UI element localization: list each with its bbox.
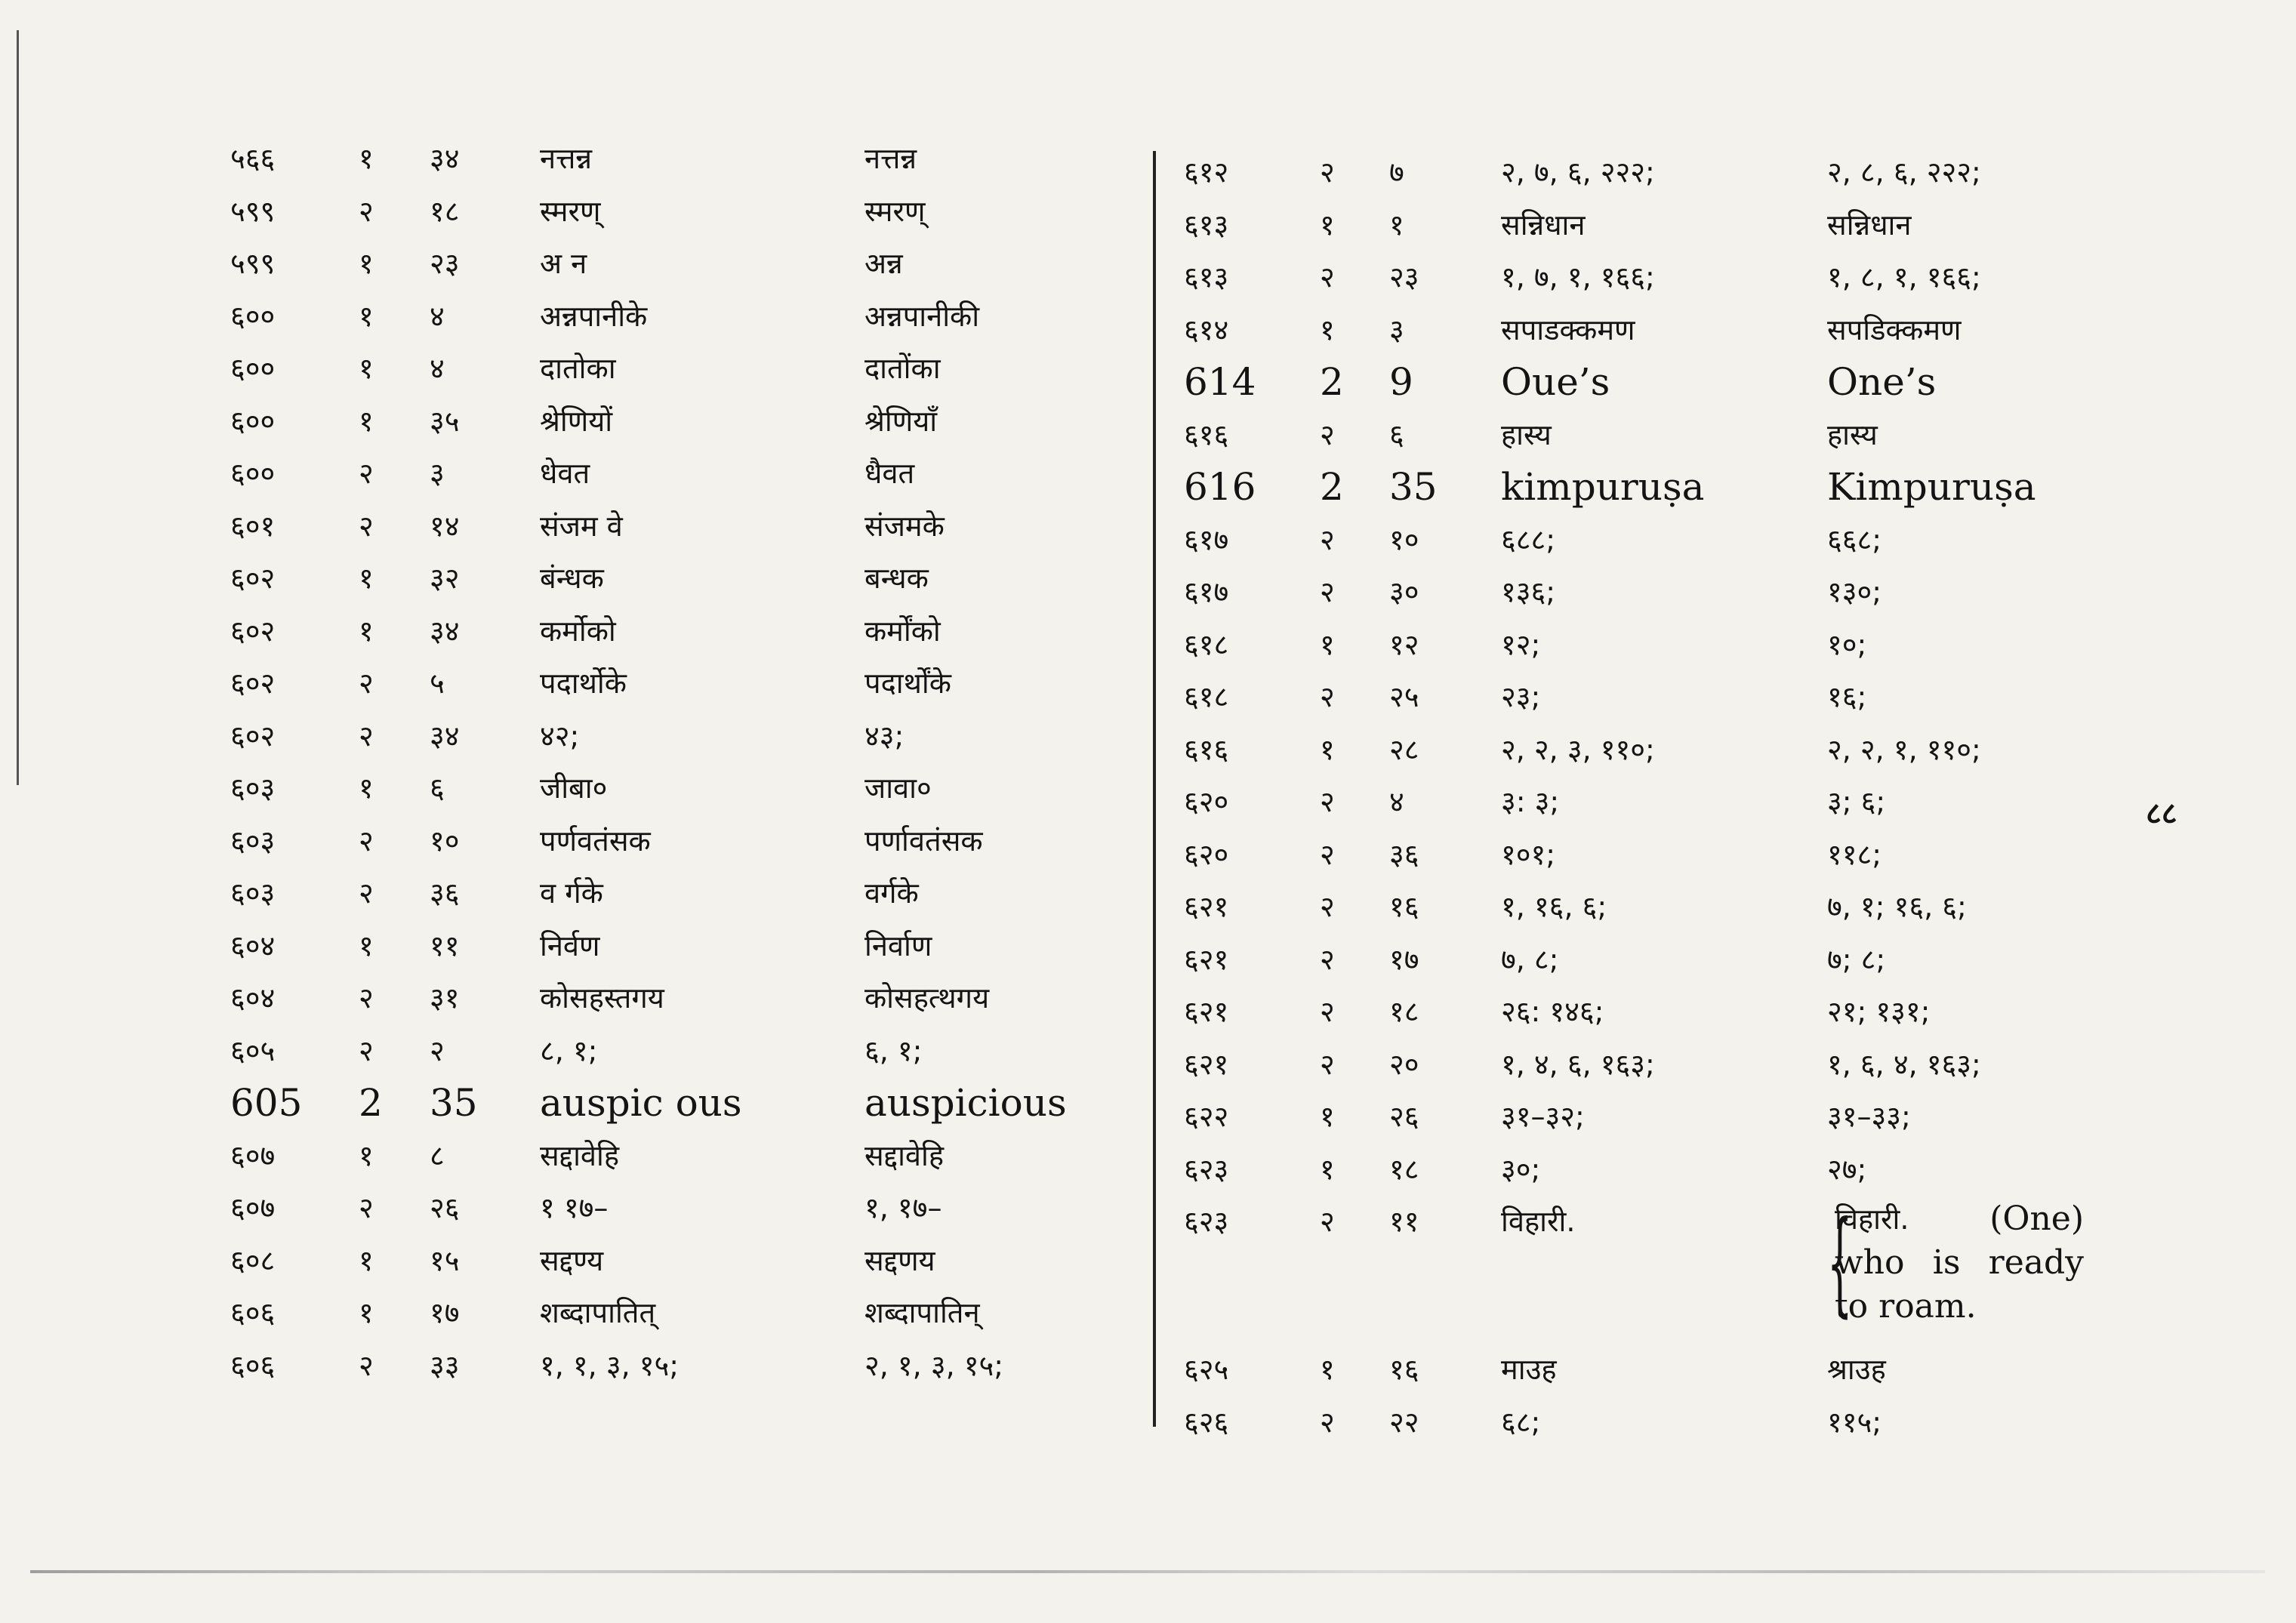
- correct-text-cell: २७;: [1827, 1153, 1867, 1186]
- column-number-cell: १: [359, 1244, 374, 1277]
- page-number-cell: ६२३: [1184, 1205, 1229, 1238]
- incorrect-text-cell: व र्गके: [540, 876, 603, 910]
- page-number-cell: ६०७: [230, 1139, 276, 1172]
- column-number-cell: २: [359, 981, 374, 1015]
- correct-text-cell: धैवत: [864, 457, 915, 490]
- correct-text-cell: २, २, १, ११०;: [1827, 733, 1981, 766]
- line-number-cell: ११: [1389, 1205, 1419, 1238]
- page-number-cell: ६१२: [1184, 156, 1229, 189]
- column-number-cell: १: [1320, 628, 1335, 661]
- line-number-cell: ३३: [430, 1349, 460, 1382]
- page-number-cell: ६०३: [230, 824, 276, 858]
- page-number-cell: ६०३: [230, 876, 276, 910]
- correct-text-cell: Kimpuruṣa: [1827, 465, 2036, 509]
- line-number-cell: ४: [430, 352, 445, 385]
- line-number-cell: १०: [1389, 523, 1419, 556]
- page-bottom-edge: [30, 1570, 2265, 1573]
- incorrect-text-cell: auspic ous: [540, 1081, 742, 1125]
- page-number-cell: ६००: [230, 457, 276, 490]
- incorrect-text-cell: नत्तन्न: [540, 142, 593, 175]
- line-number-cell: २०: [1389, 1048, 1419, 1081]
- incorrect-text-cell: पर्णवतंसक: [540, 824, 651, 858]
- page-number-cell: ६०२: [230, 719, 276, 753]
- page-number-cell: ६१३: [1184, 260, 1229, 294]
- column-number-cell: २: [1320, 943, 1335, 976]
- column-number-cell: २: [1320, 260, 1335, 294]
- incorrect-text-cell: सद्दावेहि: [540, 1139, 620, 1172]
- correct-text-cell: कोसहत्थगय: [864, 981, 990, 1015]
- correct-text-cell: १०;: [1827, 628, 1867, 661]
- column-number-cell: २: [1320, 575, 1335, 608]
- correct-text-cell: auspicious: [864, 1081, 1067, 1125]
- page-number-cell: ६०४: [230, 929, 276, 962]
- line-number-cell: १०: [430, 824, 460, 858]
- column-number-cell: २: [359, 195, 374, 228]
- line-number-cell: ३४: [430, 719, 460, 753]
- column-number-cell: २: [359, 1034, 374, 1067]
- line-number-cell: 9: [1389, 360, 1413, 404]
- incorrect-text-cell: धेवत: [540, 457, 590, 490]
- page-number-cell: ६२१: [1184, 890, 1229, 923]
- correct-text-cell: २, १, ३, १५;: [864, 1349, 1004, 1382]
- page-number-cell: ६०८: [230, 1244, 276, 1277]
- page-number-cell: ६१६: [1184, 418, 1229, 451]
- correct-text-cell: पदार्थोंके: [864, 667, 951, 700]
- correct-text-cell: श्राउह: [1827, 1353, 1886, 1386]
- correct-text-cell: ३१–३३;: [1827, 1100, 1911, 1133]
- incorrect-text-cell: १, १, ३, १५;: [540, 1349, 680, 1382]
- line-number-cell: ६: [430, 771, 445, 805]
- line-number-cell: १४: [430, 510, 460, 543]
- incorrect-text-cell: ४२;: [540, 719, 580, 753]
- line-number-cell: २८: [1389, 733, 1419, 766]
- incorrect-text-cell: श्रेणियों: [540, 405, 613, 438]
- line-number-cell: ४: [430, 300, 445, 333]
- correct-text-note: [1835, 1197, 2084, 1329]
- incorrect-text-cell: ३१–३२;: [1501, 1100, 1585, 1133]
- correct-text-cell: स्मरण्: [864, 195, 926, 228]
- note-word-one: (One): [1989, 1200, 2084, 1238]
- column-divider: [1153, 151, 1156, 1427]
- column-number-cell: २: [359, 1191, 374, 1224]
- line-number-cell: ४: [1389, 785, 1404, 818]
- column-number-cell: १: [359, 1296, 374, 1329]
- column-number-cell: २: [1320, 1205, 1335, 1238]
- correct-text-cell: ३; ६;: [1827, 785, 1886, 818]
- correct-text-cell: ११८;: [1827, 838, 1882, 871]
- correct-text-cell: सद्दावेहि: [864, 1139, 945, 1172]
- incorrect-text-cell: निर्वण: [540, 929, 600, 962]
- page-number-cell: ६१३: [1184, 208, 1229, 242]
- page-number-cell: ५६६: [230, 142, 276, 175]
- column-number-cell: २: [359, 719, 374, 753]
- line-number-cell: २६: [1389, 1100, 1419, 1133]
- correct-text-cell: १६;: [1827, 680, 1867, 713]
- correct-text-cell: सद्दणय: [864, 1244, 935, 1277]
- line-number-cell: ३६: [1389, 838, 1419, 871]
- incorrect-text-cell: Oue’s: [1501, 360, 1610, 404]
- page-number-cell: ६०५: [230, 1034, 276, 1067]
- correct-text-cell: २१; १३१;: [1827, 995, 1931, 1028]
- column-number-cell: १: [1320, 733, 1335, 766]
- correct-text-cell: अन्नपानीकी: [864, 300, 980, 333]
- column-number-cell: २: [359, 876, 374, 910]
- line-number-cell: ३२: [430, 562, 460, 595]
- incorrect-text-cell: संजम वे: [540, 510, 623, 543]
- incorrect-text-cell: दातोका: [540, 352, 616, 385]
- column-number-cell: २: [1320, 523, 1335, 556]
- column-number-cell: २: [1320, 1406, 1335, 1439]
- correct-text-cell: नत्तन्न: [864, 142, 917, 175]
- incorrect-text-cell: १, ७, १, १६६;: [1501, 260, 1655, 294]
- line-number-cell: ८: [430, 1139, 445, 1172]
- correct-text-cell: जावा०: [864, 771, 932, 805]
- correct-text-cell: कर्मोंको: [864, 614, 941, 648]
- correct-text-cell: वर्गके: [864, 876, 919, 910]
- column-number-cell: १: [1320, 1353, 1335, 1386]
- incorrect-text-cell: कर्मोको: [540, 614, 616, 648]
- incorrect-text-cell: पदार्थोके: [540, 667, 627, 700]
- line-number-cell: ३०: [1389, 575, 1419, 608]
- column-number-cell: १: [359, 352, 374, 385]
- page-number-cell: 616: [1184, 465, 1256, 509]
- page-number-cell: ६१७: [1184, 523, 1229, 556]
- correct-text-cell: सन्निधान: [1827, 208, 1912, 242]
- page-number-cell: ६१८: [1184, 628, 1229, 661]
- incorrect-text-cell: १, १६, ६;: [1501, 890, 1607, 923]
- correct-text-cell: ७; ८;: [1827, 943, 1886, 976]
- column-number-cell: १: [359, 405, 374, 438]
- page-number-cell: ६०३: [230, 771, 276, 805]
- line-number-cell: १८: [430, 195, 460, 228]
- page-number-cell: ६०२: [230, 614, 276, 648]
- column-number-cell: १: [359, 300, 374, 333]
- note-line-2: who is ready: [1835, 1243, 2084, 1282]
- column-number-cell: १: [359, 614, 374, 648]
- column-number-cell: १: [359, 929, 374, 962]
- line-number-cell: १२: [1389, 628, 1419, 661]
- line-number-cell: २२: [1389, 1406, 1419, 1439]
- line-number-cell: ३१: [430, 981, 460, 1015]
- line-number-cell: २३: [430, 247, 460, 280]
- incorrect-text-cell: २३;: [1501, 680, 1541, 713]
- line-number-cell: २३: [1389, 260, 1419, 294]
- correct-text-cell: निर्वाण: [864, 929, 932, 962]
- page-number-cell: ६०१: [230, 510, 276, 543]
- column-number-cell: १: [359, 562, 374, 595]
- line-number-cell: ७: [1389, 156, 1404, 189]
- column-number-cell: १: [1320, 208, 1335, 242]
- column-number-cell: २: [1320, 785, 1335, 818]
- page-number-cell: ६०६: [230, 1349, 276, 1382]
- incorrect-text-cell: स्मरण्: [540, 195, 601, 228]
- line-number-cell: १६: [1389, 1353, 1419, 1386]
- page-number-cell: ६००: [230, 300, 276, 333]
- line-number-cell: ६: [1389, 418, 1404, 451]
- line-number-cell: २५: [1389, 680, 1419, 713]
- page-number-cell: ६२०: [1184, 838, 1229, 871]
- incorrect-text-cell: ३०;: [1501, 1153, 1541, 1186]
- line-number-cell: १७: [1389, 943, 1419, 976]
- page-number-cell: 605: [230, 1081, 303, 1125]
- left-brace-icon: {: [1827, 1197, 1853, 1329]
- column-number-cell: १: [1320, 1100, 1335, 1133]
- incorrect-text-cell: ८, १;: [540, 1034, 598, 1067]
- column-number-cell: 2: [359, 1081, 383, 1125]
- page-number-cell: ६०२: [230, 667, 276, 700]
- line-number-cell: ११: [430, 929, 460, 962]
- page-number-cell: ६०७: [230, 1191, 276, 1224]
- page-number: ८८: [2146, 796, 2177, 831]
- correct-text-cell: श्रेणियाँ: [864, 405, 938, 438]
- note-word-devanagari: विहारी.: [1835, 1203, 1909, 1236]
- line-number-cell: १७: [430, 1296, 460, 1329]
- correct-text-cell: पर्णावतंसक: [864, 824, 983, 858]
- incorrect-text-cell: जीबा०: [540, 771, 608, 805]
- correct-text-cell: २, ८, ६, २२२;: [1827, 156, 1981, 189]
- column-number-cell: १: [359, 771, 374, 805]
- correct-text-cell: १, ८, १, १६६;: [1827, 260, 1981, 294]
- incorrect-text-cell: सन्निधान: [1501, 208, 1586, 242]
- line-number-cell: २६: [430, 1191, 460, 1224]
- page-number-cell: ६१८: [1184, 680, 1229, 713]
- correct-text-cell: बन्धक: [864, 562, 929, 595]
- correct-text-cell: १, ६, ४, १६३;: [1827, 1048, 1981, 1081]
- incorrect-text-cell: १२;: [1501, 628, 1541, 661]
- page-number-cell: ६२०: [1184, 785, 1229, 818]
- page-number-cell: ६२३: [1184, 1153, 1229, 1186]
- incorrect-text-cell: सद्दण्य: [540, 1244, 604, 1277]
- column-number-cell: २: [359, 510, 374, 543]
- column-number-cell: २: [359, 457, 374, 490]
- correct-text-cell: शब्दापातिन्: [864, 1296, 980, 1329]
- incorrect-text-cell: अन्नपानीके: [540, 300, 648, 333]
- page-number-cell: ६०६: [230, 1296, 276, 1329]
- correct-text-cell: ४३;: [864, 719, 905, 753]
- page-number-cell: ६२२: [1184, 1100, 1229, 1133]
- column-number-cell: १: [359, 247, 374, 280]
- incorrect-text-cell: १ १७–: [540, 1191, 609, 1224]
- column-number-cell: 2: [1320, 360, 1344, 404]
- column-number-cell: २: [1320, 838, 1335, 871]
- incorrect-text-cell: २, ७, ६, २२२;: [1501, 156, 1655, 189]
- column-number-cell: १: [359, 142, 374, 175]
- incorrect-text-cell: बंन्धक: [540, 562, 604, 595]
- line-number-cell: २: [430, 1034, 445, 1067]
- page-number-cell: ६२१: [1184, 1048, 1229, 1081]
- correct-text-cell: ६६८;: [1827, 523, 1882, 556]
- correct-text-cell: ६, १;: [864, 1034, 923, 1067]
- incorrect-text-cell: २, २, ३, ११०;: [1501, 733, 1655, 766]
- correct-text-cell: हास्य: [1827, 418, 1878, 451]
- page-number-cell: ६२१: [1184, 995, 1229, 1028]
- line-number-cell: १६: [1389, 890, 1419, 923]
- correct-text-cell: दातोंका: [864, 352, 941, 385]
- line-number-cell: १५: [430, 1244, 460, 1277]
- column-number-cell: २: [359, 1349, 374, 1382]
- correct-text-cell: अन्न: [864, 247, 903, 280]
- incorrect-text-cell: ६८;: [1501, 1406, 1541, 1439]
- column-number-cell: २: [1320, 890, 1335, 923]
- incorrect-text-cell: हास्य: [1501, 418, 1552, 451]
- page-number-cell: ६२६: [1184, 1406, 1229, 1439]
- correct-text-cell: १३०;: [1827, 575, 1882, 608]
- incorrect-text-cell: माउह: [1501, 1353, 1557, 1386]
- line-number-cell: १८: [1389, 1153, 1419, 1186]
- page-number-cell: ५९९: [230, 195, 276, 228]
- page-number-cell: ६००: [230, 352, 276, 385]
- line-number-cell: 35: [1389, 465, 1438, 509]
- line-number-cell: ३४: [430, 614, 460, 648]
- page-number-cell: ६०४: [230, 981, 276, 1015]
- page-number-cell: ६१७: [1184, 575, 1229, 608]
- correct-text-cell: संजमके: [864, 510, 945, 543]
- page-number-cell: ५९९: [230, 247, 276, 280]
- line-number-cell: 35: [430, 1081, 478, 1125]
- page-number-cell: ६०२: [230, 562, 276, 595]
- line-number-cell: १: [1389, 208, 1404, 242]
- column-number-cell: 2: [1320, 465, 1344, 509]
- incorrect-text-cell: अ न: [540, 247, 587, 280]
- column-number-cell: १: [1320, 313, 1335, 346]
- incorrect-text-cell: १३६;: [1501, 575, 1556, 608]
- column-number-cell: २: [1320, 156, 1335, 189]
- page-number-cell: ६२१: [1184, 943, 1229, 976]
- column-number-cell: २: [359, 824, 374, 858]
- incorrect-text-cell: ७, ८;: [1501, 943, 1559, 976]
- page-number-cell: ६००: [230, 405, 276, 438]
- incorrect-text-cell: शब्दापातित्: [540, 1296, 656, 1329]
- line-number-cell: ३६: [430, 876, 460, 910]
- line-number-cell: ३४: [430, 142, 460, 175]
- column-number-cell: १: [359, 1139, 374, 1172]
- line-number-cell: ५: [430, 667, 445, 700]
- incorrect-text-cell: ६८८;: [1501, 523, 1556, 556]
- page-number-cell: ६२५: [1184, 1353, 1229, 1386]
- page-margin-line: [17, 30, 19, 785]
- line-number-cell: ३५: [430, 405, 460, 438]
- line-number-cell: ३: [430, 457, 445, 490]
- page-number-cell: ६१४: [1184, 313, 1229, 346]
- column-number-cell: २: [1320, 995, 1335, 1028]
- incorrect-text-cell: सपाडक्कमण: [1501, 313, 1635, 346]
- column-number-cell: २: [1320, 1048, 1335, 1081]
- page-number-cell: ६१६: [1184, 733, 1229, 766]
- incorrect-text-cell: कोसहस्तगय: [540, 981, 664, 1015]
- correct-text-cell: १, १७–: [864, 1191, 942, 1224]
- incorrect-text-cell: ३: ३;: [1501, 785, 1560, 818]
- incorrect-text-cell: kimpuruṣa: [1501, 465, 1705, 509]
- column-number-cell: १: [1320, 1153, 1335, 1186]
- column-number-cell: २: [359, 667, 374, 700]
- line-number-cell: ३: [1389, 313, 1404, 346]
- correct-text-cell: ७, १; १६, ६;: [1827, 890, 1967, 923]
- correct-text-cell: ११५;: [1827, 1406, 1882, 1439]
- incorrect-text-cell: १०१;: [1501, 838, 1556, 871]
- incorrect-text-cell: १, ४, ६, १६३;: [1501, 1048, 1655, 1081]
- correct-text-cell: सपडिक्कमण: [1827, 313, 1962, 346]
- note-line-3: to roam.: [1835, 1287, 1977, 1326]
- line-number-cell: १८: [1389, 995, 1419, 1028]
- column-number-cell: २: [1320, 418, 1335, 451]
- incorrect-text-cell: २६: १४६;: [1501, 995, 1604, 1028]
- page-number-cell: 614: [1184, 360, 1256, 404]
- column-number-cell: २: [1320, 680, 1335, 713]
- incorrect-text-cell: विहारी.: [1501, 1205, 1576, 1238]
- correct-text-cell: One’s: [1827, 360, 1937, 404]
